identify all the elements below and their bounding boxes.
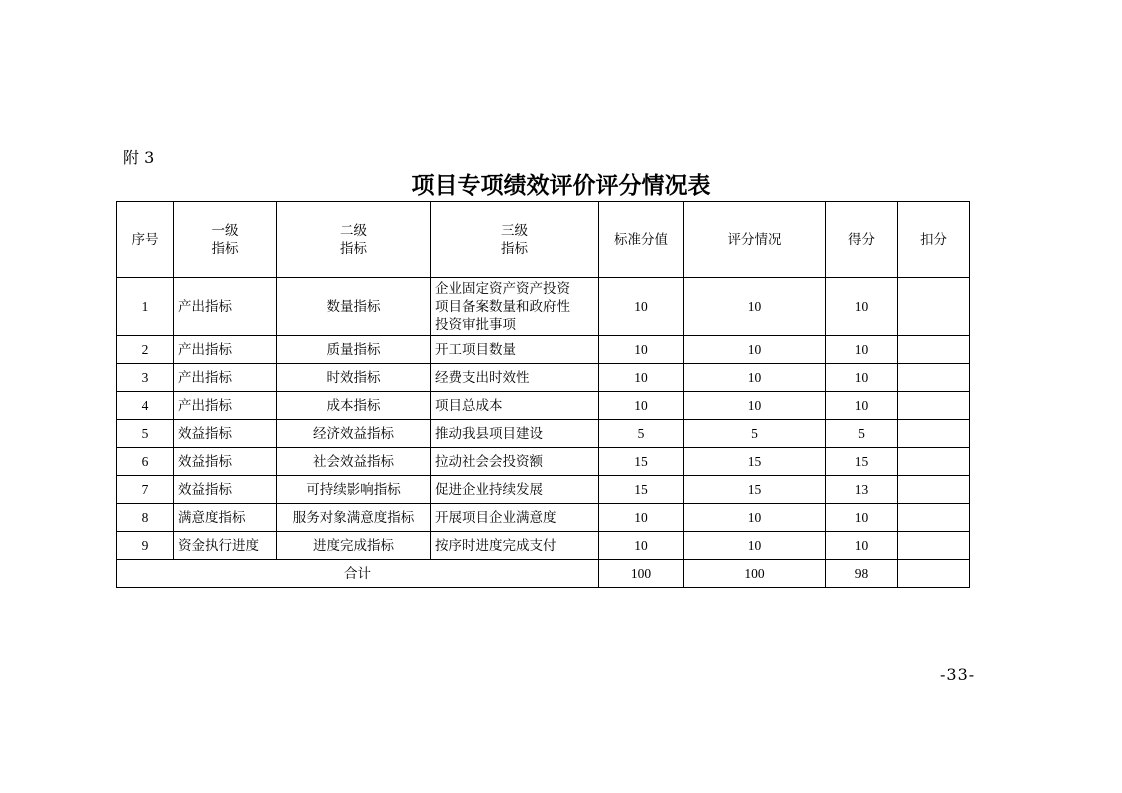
header-standard: 标准分值 (599, 202, 684, 278)
row-evaluation: 10 (684, 532, 826, 560)
row-score: 13 (826, 476, 898, 504)
table-row (117, 336, 970, 364)
row-standard: 10 (599, 532, 684, 560)
score-table (116, 201, 970, 588)
attachment-label: 附 3 (123, 148, 155, 167)
row-level3: 开展项目企业满意度 (431, 504, 599, 532)
row-evaluation: 10 (684, 504, 826, 532)
header-seq: 序号 (117, 202, 174, 278)
row-deduction (898, 420, 970, 448)
row-level3: 项目总成本 (431, 392, 599, 420)
row-level3: 企业固定资产资产投资 项目备案数量和政府性 投资审批事项 (431, 278, 599, 336)
row-standard: 15 (599, 476, 684, 504)
row-score: 5 (826, 420, 898, 448)
table-row (117, 532, 970, 560)
table-row (117, 504, 970, 532)
row-score: 15 (826, 448, 898, 476)
row-standard: 10 (599, 504, 684, 532)
row-seq: 8 (117, 504, 174, 532)
row-level3: 开工项目数量 (431, 336, 599, 364)
header-evaluation: 评分情况 (684, 202, 826, 278)
row-level1: 产出指标 (174, 278, 277, 336)
row-score: 10 (826, 532, 898, 560)
row-level2: 质量指标 (277, 336, 431, 364)
row-evaluation: 10 (684, 278, 826, 336)
row-level3: 经费支出时效性 (431, 364, 599, 392)
row-evaluation: 10 (684, 336, 826, 364)
row-level2: 可持续影响指标 (277, 476, 431, 504)
table-header-row (117, 202, 970, 278)
row-evaluation: 5 (684, 420, 826, 448)
header-level3: 三级 指标 (431, 202, 599, 278)
row-level2: 服务对象满意度指标 (277, 504, 431, 532)
row-standard: 10 (599, 392, 684, 420)
row-level3: 促进企业持续发展 (431, 476, 599, 504)
row-seq: 9 (117, 532, 174, 560)
row-deduction (898, 532, 970, 560)
total-standard: 100 (599, 560, 684, 588)
row-deduction (898, 504, 970, 532)
row-level3: 拉动社会会投资额 (431, 448, 599, 476)
row-level1: 满意度指标 (174, 504, 277, 532)
row-score: 10 (826, 278, 898, 336)
row-score: 10 (826, 364, 898, 392)
row-level3: 推动我县项目建设 (431, 420, 599, 448)
page-number: -33- (940, 665, 976, 684)
row-evaluation: 15 (684, 448, 826, 476)
row-score: 10 (826, 336, 898, 364)
row-evaluation: 10 (684, 364, 826, 392)
row-evaluation: 15 (684, 476, 826, 504)
row-level1: 产出指标 (174, 336, 277, 364)
row-level2: 成本指标 (277, 392, 431, 420)
row-seq: 7 (117, 476, 174, 504)
table-row (117, 476, 970, 504)
row-standard: 10 (599, 278, 684, 336)
row-level1: 效益指标 (174, 420, 277, 448)
header-level2: 二级 指标 (277, 202, 431, 278)
row-level2: 数量指标 (277, 278, 431, 336)
table-row (117, 364, 970, 392)
row-seq: 2 (117, 336, 174, 364)
table-row (117, 448, 970, 476)
table-row (117, 278, 970, 336)
row-standard: 10 (599, 364, 684, 392)
row-standard: 10 (599, 336, 684, 364)
total-evaluation: 100 (684, 560, 826, 588)
row-level1: 产出指标 (174, 392, 277, 420)
row-level2: 经济效益指标 (277, 420, 431, 448)
row-level1: 效益指标 (174, 448, 277, 476)
row-deduction (898, 476, 970, 504)
row-level2: 社会效益指标 (277, 448, 431, 476)
header-score: 得分 (826, 202, 898, 278)
row-seq: 1 (117, 278, 174, 336)
row-level1: 效益指标 (174, 476, 277, 504)
row-standard: 5 (599, 420, 684, 448)
row-deduction (898, 392, 970, 420)
row-level2: 进度完成指标 (277, 532, 431, 560)
row-seq: 6 (117, 448, 174, 476)
total-row (117, 560, 970, 588)
total-deduction (898, 560, 970, 588)
total-score: 98 (826, 560, 898, 588)
row-level1: 资金执行进度 (174, 532, 277, 560)
row-seq: 5 (117, 420, 174, 448)
row-score: 10 (826, 504, 898, 532)
row-evaluation: 10 (684, 392, 826, 420)
row-score: 10 (826, 392, 898, 420)
row-deduction (898, 364, 970, 392)
row-deduction (898, 336, 970, 364)
row-seq: 3 (117, 364, 174, 392)
row-level1: 产出指标 (174, 364, 277, 392)
header-level1: 一级 指标 (174, 202, 277, 278)
row-level2: 时效指标 (277, 364, 431, 392)
row-level3: 按序时进度完成支付 (431, 532, 599, 560)
document-title: 项目专项绩效评价评分情况表 (411, 172, 711, 199)
row-deduction (898, 448, 970, 476)
header-deduction: 扣分 (898, 202, 970, 278)
row-deduction (898, 278, 970, 336)
row-standard: 15 (599, 448, 684, 476)
total-label: 合计 (117, 560, 599, 588)
table-row (117, 392, 970, 420)
row-seq: 4 (117, 392, 174, 420)
table-row (117, 420, 970, 448)
